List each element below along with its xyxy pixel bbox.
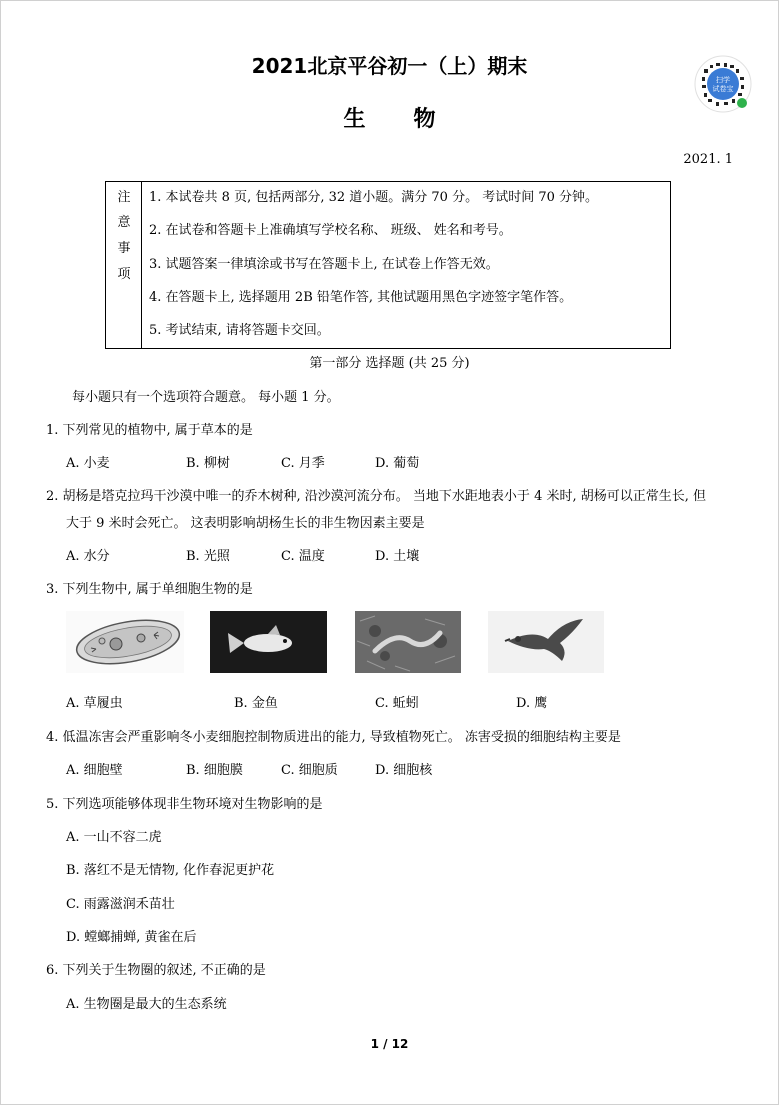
question-3-stem: 3. 下列生物中, 属于单细胞生物的是 <box>46 582 253 597</box>
notice-box <box>105 181 671 349</box>
notice-item: 1. 本试卷共 8 页, 包括两部分, 32 道小题。满分 70 分。 考试时间 70 分钟。 <box>149 190 599 205</box>
page-number: 1 / 12 <box>370 1037 409 1051</box>
notice-char: 注 <box>117 190 131 205</box>
question-2-option-c: C. 温度 <box>281 549 325 564</box>
paramecium-image <box>66 611 184 673</box>
question-1-option-b: B. 柳树 <box>186 456 230 471</box>
question-4-option-c: C. 细胞质 <box>281 763 338 778</box>
question-6-option-a: A. 生物圈是最大的生态系统 <box>66 997 227 1012</box>
question-5-option-a: A. 一山不容二虎 <box>66 830 162 845</box>
question-4-option-d: D. 细胞核 <box>375 763 433 778</box>
question-5-option-d: D. 螳螂捕蝉, 黄雀在后 <box>66 930 197 945</box>
question-5-option-c: C. 雨露滋润禾苗壮 <box>66 897 175 912</box>
notice-item: 2. 在试卷和答题卡上准确填写学校名称、 班级、 姓名和考号。 <box>149 223 512 238</box>
question-5-stem: 5. 下列选项能够体现非生物环境对生物影响的是 <box>46 797 323 812</box>
question-2-stem-line1: 2. 胡杨是塔克拉玛干沙漠中唯一的乔木树种, 沿沙漠河流分布。 当地下水距地表小于 4 米时, 胡杨可以正常生长, 但 <box>46 489 706 504</box>
question-1-stem: 1. 下列常见的植物中, 属于草本的是 <box>46 423 253 438</box>
subject-title: 生物 <box>343 107 484 132</box>
notice-char: 意 <box>117 215 131 230</box>
question-5-option-b: B. 落红不是无情物, 化作春泥更护花 <box>66 863 275 878</box>
qr-badge-line2: 试卷宝 <box>712 85 734 93</box>
question-1-option-d: D. 葡萄 <box>375 456 420 471</box>
question-3-option-a: A. 草履虫 <box>66 696 123 711</box>
notice-item: 4. 在答题卡上, 选择题用 2B 铅笔作答, 其他试题用黑色字迹签字笔作答。 <box>149 290 573 305</box>
qr-code-icon[interactable] <box>694 55 752 113</box>
exam-date: 2021. 1 <box>683 152 733 167</box>
section-instruction: 每小题只有一个选项符合题意。 每小题 1 分。 <box>72 390 340 405</box>
question-3-option-b: B. 金鱼 <box>234 696 278 711</box>
eagle-image <box>488 611 604 673</box>
question-1-option-a: A. 小麦 <box>66 456 110 471</box>
goldfish-image <box>210 611 327 673</box>
earthworm-image <box>355 611 461 673</box>
notice-item: 3. 试题答案一律填涂或书写在答题卡上, 在试卷上作答无效。 <box>149 257 499 272</box>
question-2-stem-line2: 大于 9 米时会死亡。 这表明影响胡杨生长的非生物因素主要是 <box>66 516 425 531</box>
notice-char: 项 <box>117 267 131 282</box>
section-title: 第一部分 选择题 (共 25 分) <box>309 356 470 371</box>
page-title: 2021北京平谷初一（上）期末 <box>251 54 528 78</box>
notice-side-label <box>106 182 142 348</box>
question-6-stem: 6. 下列关于生物圈的叙述, 不正确的是 <box>46 963 266 978</box>
notice-char: 事 <box>117 241 131 256</box>
question-1-option-c: C. 月季 <box>281 456 325 471</box>
qr-badge-line1: 扫学 <box>716 76 730 84</box>
question-2-option-d: D. 土壤 <box>375 549 420 564</box>
question-4-option-a: A. 细胞壁 <box>66 763 123 778</box>
question-3-option-d: D. 鹰 <box>516 696 548 711</box>
notice-item: 5. 考试结束, 请将答题卡交回。 <box>149 323 330 338</box>
question-3-option-c: C. 蚯蚓 <box>375 696 419 711</box>
question-2-option-b: B. 光照 <box>186 549 230 564</box>
question-4-stem: 4. 低温冻害会严重影响冬小麦细胞控制物质进出的能力, 导致植物死亡。 冻害受损的细胞结构主要是 <box>46 730 621 745</box>
question-2-option-a: A. 水分 <box>66 549 110 564</box>
question-4-option-b: B. 细胞膜 <box>186 763 243 778</box>
